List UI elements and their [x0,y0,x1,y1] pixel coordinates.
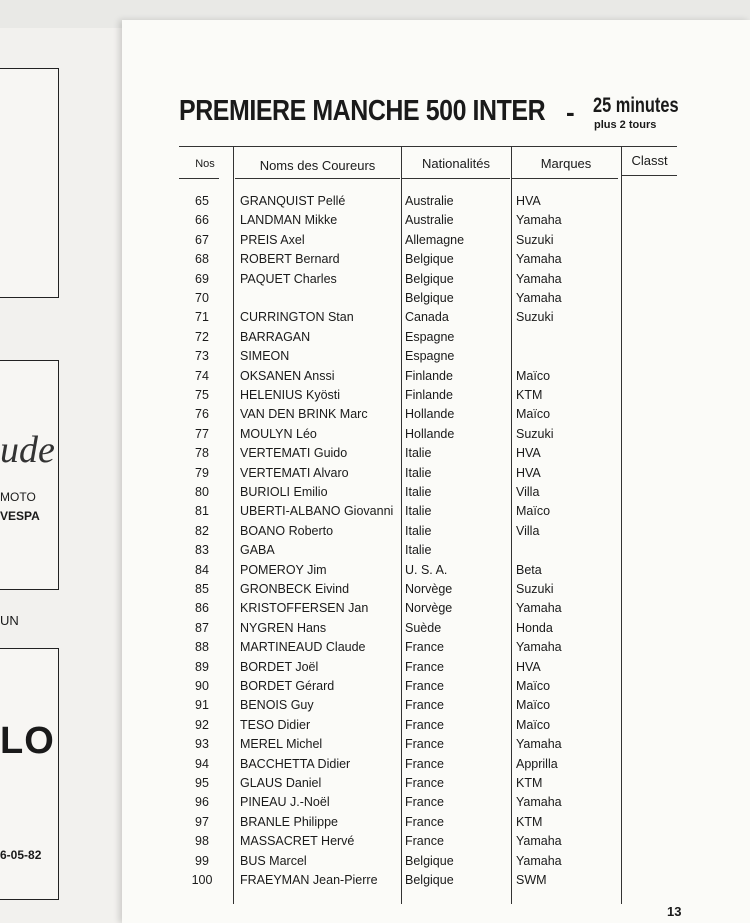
left-page-fragment-date: 6-05-82 [0,848,42,862]
header-no: Nos [195,158,215,170]
rider-nationality: Finlande [405,368,453,383]
rider-number: 91 [195,698,209,713]
rider-nationality: Italie [405,446,432,461]
page-number: 13 [667,904,682,919]
rider-number: 74 [195,368,209,383]
header-bottom-line-class [622,175,677,176]
rider-make: Suzuki [516,310,554,325]
rider-nationality: Italie [405,465,432,480]
title-dash: - [566,97,575,127]
rider-name: BARRAGAN [240,329,311,344]
rider-nationality: Italie [405,485,432,499]
rider-number: 90 [195,679,209,693]
rider-number: 67 [195,232,209,247]
rider-name: PREIS Axel [240,232,305,247]
rider-name: BRANLE Philippe [240,814,338,829]
rider-name: BENOIS Guy [240,698,314,713]
col-divider-3 [511,146,512,904]
rider-make: Yamaha [516,853,562,868]
rider-nationality: France [405,737,444,752]
rider-number: 69 [195,271,209,286]
left-page-box-bottom [0,648,59,900]
rider-name: BORDET Gérard [240,679,335,693]
rider-name: POMEROY Jim [240,562,327,577]
header-nationality: Nationalités [422,156,490,171]
left-page-fragment-moto: MOTO [0,490,36,504]
rider-nationality: Hollande [405,407,455,422]
rider-make: HVA [516,446,541,461]
rider-make: Yamaha [516,291,562,305]
rider-nationality: Belgique [405,853,454,868]
rider-make: Yamaha [516,640,562,655]
rider-number: 83 [195,543,209,558]
rider-nationality: Suède [405,620,442,635]
header-class: Classt [631,153,668,168]
header-make: Marques [540,156,592,171]
rider-name: MOULYN Léo [240,426,317,441]
header-bottom-line-name [235,178,400,179]
rider-make: Suzuki [516,426,554,441]
rider-nationality: Australie [405,213,454,228]
header-bottom-line [179,178,219,179]
col-divider-1 [233,146,234,904]
left-page-fragment-un: UN [0,613,19,628]
header-bottom-line-nat [402,178,510,179]
rider-number: 65 [195,194,209,208]
rider-nationality: Espagne [405,329,455,344]
rider-make: Suzuki [516,582,554,596]
rider-name: VERTEMATI Guido [240,446,348,461]
rider-nationality: Norvège [405,582,453,596]
rider-nationality: Finlande [405,388,453,402]
page-title: PREMIERE MANCHE 500 INTER [179,95,546,127]
rider-name: PAQUET Charles [240,271,337,286]
rider-make: Honda [516,620,553,635]
rider-nationality: France [405,795,444,810]
rider-number: 99 [195,853,209,868]
rider-nationality: Italie [405,504,432,519]
rider-name: OKSANEN Anssi [240,368,335,383]
rider-name: UBERTI-ALBANO Giovanni [240,504,394,519]
rider-number: 92 [195,717,209,732]
rider-make: Maïco [516,717,551,732]
rider-make: Yamaha [516,271,562,286]
race-duration: 25 minutes [593,94,679,117]
rider-number: 75 [195,388,209,402]
left-page-box-middle [0,360,59,590]
rider-number: 89 [195,659,209,674]
rider-make: SWM [516,873,547,887]
rider-nationality: Belgique [405,271,454,286]
rider-name: MASSACRET Hervé [240,834,355,849]
rider-number: 79 [195,465,209,480]
rider-make: Maïco [516,698,551,713]
rider-nationality: France [405,640,444,655]
rider-name: PINEAU J.-Noël [240,795,330,810]
rider-number: 95 [195,776,209,790]
rider-number: 76 [195,407,209,422]
rider-make: Villa [516,523,540,538]
rider-number: 70 [195,291,209,305]
rider-number: 82 [195,523,209,538]
rider-nationality: Italie [405,523,432,538]
race-duration-extra: plus 2 tours [594,119,657,131]
rider-make: Maïco [516,407,551,422]
rider-make: Maïco [516,368,551,383]
rider-make: Maïco [516,504,551,519]
rider-number: 85 [195,582,209,596]
rider-name: FRAEYMAN Jean-Pierre [240,873,378,887]
rider-make: KTM [516,776,543,790]
header-bottom-line-make [512,178,618,179]
rider-name: BACCHETTA Didier [240,756,351,771]
rider-nationality: France [405,659,444,674]
rider-name: MARTINEAUD Claude [240,640,366,655]
rider-name: GABA [240,543,275,558]
rider-make: Yamaha [516,737,562,752]
rider-name: BOANO Roberto [240,523,334,538]
rider-nationality: Belgique [405,252,454,267]
rider-name: BUS Marcel [240,853,307,868]
rider-number: 93 [195,737,209,752]
rider-name: SIMEON [240,349,290,364]
rider-number: 86 [195,601,209,616]
rider-number: 80 [195,485,209,499]
rider-make: Yamaha [516,252,562,267]
rider-make: Villa [516,485,540,499]
rider-number: 87 [195,620,209,635]
rider-nationality: France [405,776,444,790]
rider-nationality: France [405,679,444,693]
rider-make: Yamaha [516,795,562,810]
rider-name: BORDET Joël [240,659,319,674]
rider-number: 96 [195,795,209,810]
rider-make: Yamaha [516,601,562,616]
rider-name: GRANQUIST Pellé [240,194,346,208]
rider-number: 98 [195,834,209,849]
rider-nationality: Belgique [405,291,454,305]
left-page-box-top [0,68,59,298]
rider-number: 71 [195,310,209,325]
rider-make: Yamaha [516,213,562,228]
rider-make: Maïco [516,679,551,693]
rider-make: HVA [516,659,541,674]
rider-name: NYGREN Hans [240,620,327,635]
rider-name: VERTEMATI Alvaro [240,465,349,480]
rider-make: KTM [516,388,543,402]
rider-number: 77 [195,426,209,441]
rider-number: 100 [191,873,213,887]
rider-number: 97 [195,814,209,829]
left-page-fragment-ude: ude [0,429,55,471]
rider-nationality: Australie [405,194,454,208]
rider-name: LANDMAN Mikke [240,213,338,228]
rider-name: MEREL Michel [240,737,323,752]
rider-nationality: Norvège [405,601,453,616]
rider-number: 94 [195,756,209,771]
rider-make: Yamaha [516,834,562,849]
rider-nationality: U. S. A. [405,562,448,577]
rider-nationality: Canada [405,310,449,325]
rider-nationality: France [405,698,444,713]
rider-number: 73 [195,349,209,364]
col-divider-2 [401,146,402,904]
rider-number: 72 [195,329,209,344]
col-divider-4 [621,146,622,904]
rider-make: Suzuki [516,232,554,247]
rider-nationality: France [405,814,444,829]
rider-nationality: France [405,834,444,849]
rider-number: 88 [195,640,209,655]
rider-make: KTM [516,814,543,829]
rider-name: KRISTOFFERSEN Jan [240,601,369,616]
rider-nationality: Hollande [405,426,455,441]
rider-number: 68 [195,252,209,267]
right-page [122,20,750,923]
rider-nationality: Belgique [405,873,454,887]
rider-nationality: Espagne [405,349,455,364]
rider-name: CURRINGTON Stan [240,310,354,325]
rider-nationality: France [405,756,444,771]
rider-nationality: Allemagne [405,232,465,247]
rider-name: GRONBECK Eivind [240,582,350,596]
rider-name: VAN DEN BRINK Marc [240,407,368,422]
rider-make: HVA [516,465,541,480]
rider-make: Beta [516,562,542,577]
rider-nationality: France [405,717,444,732]
rider-number: 81 [195,504,209,519]
left-page-fragment-vespa: VESPA [0,509,40,523]
rider-make: HVA [516,194,541,208]
rider-nationality: Italie [405,543,432,558]
left-facing-page [0,28,122,923]
rider-make: Apprilla [516,756,558,771]
header-top-line [179,146,677,147]
header-name: Noms des Coureurs [259,158,376,173]
rider-name: TESO Didier [240,717,311,732]
rider-number: 84 [195,562,209,577]
rider-number: 78 [195,446,209,461]
rider-name: BURIOLI Emilio [240,485,328,499]
left-page-fragment-lo: LO [0,720,55,762]
rider-name: HELENIUS Kyösti [240,388,341,402]
rider-number: 66 [195,213,209,228]
rider-name: ROBERT Bernard [240,252,340,267]
rider-name: GLAUS Daniel [240,776,322,790]
